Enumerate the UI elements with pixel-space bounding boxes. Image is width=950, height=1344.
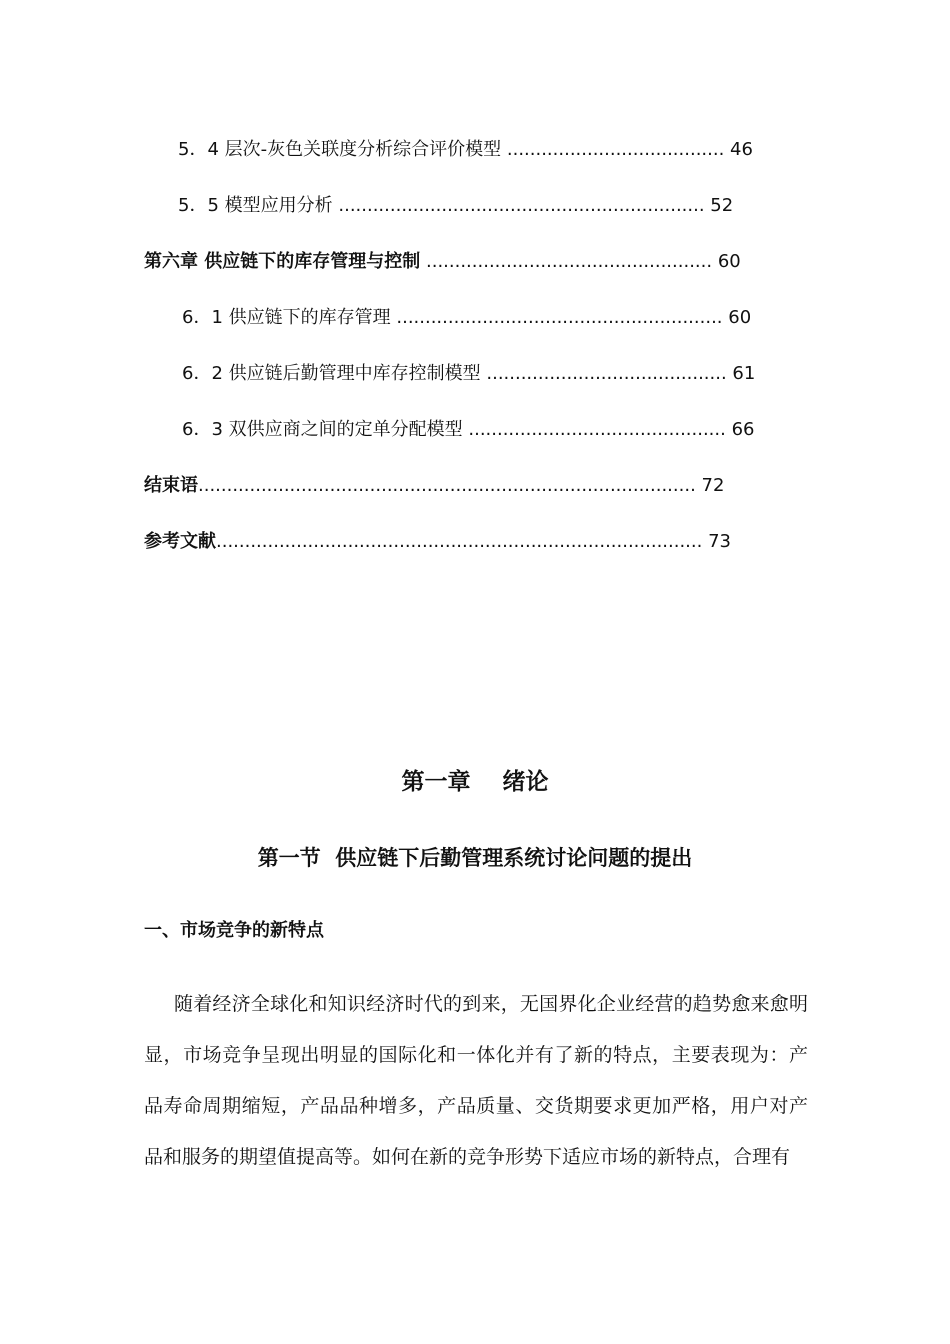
toc-number: 5．4 — [178, 139, 219, 160]
toc-page-number: 60 — [728, 307, 752, 328]
toc-entry-5-5 — [178, 195, 733, 217]
toc-leader-dots: ..................................................................................... — [216, 531, 703, 552]
toc-leader-dots: .................................................. — [426, 251, 713, 272]
toc-page-number: 61 — [732, 363, 756, 384]
toc-number: 6．2 — [182, 363, 223, 384]
toc-entry-6-1 — [182, 307, 751, 329]
toc-page-number: 46 — [730, 139, 753, 160]
toc-number: 6．1 — [182, 307, 223, 328]
toc-entry-references — [144, 531, 731, 553]
toc-number: 5．5 — [178, 195, 219, 216]
toc-leader-dots: ....................................................................................... — [198, 475, 696, 496]
toc-page-number: 66 — [731, 419, 755, 440]
section-title: 第一节 供应链下后勤管理系统讨论问题的提出 — [257, 846, 693, 870]
toc-leader-dots: ............................................. — [468, 419, 726, 440]
toc-leader-dots: .......................................... — [486, 363, 727, 384]
toc-number: 6．3 — [182, 419, 223, 440]
toc-title: 层次-灰色关联度分析综合评价模型 — [224, 139, 502, 160]
toc-entry-conclusion — [144, 475, 724, 497]
toc-title: 模型应用分析 — [224, 195, 333, 216]
toc-title: 供应链下的库存管理 — [228, 307, 391, 328]
body-paragraph: 随着经济全球化和知识经济时代的到来，无国界化企业经营的趋势愈来愈明显，市场竞争呈现出明显的国际化和一体化并有了新的特点，主要表现为：产品寿命周期缩短，产品品种增多，产品质量、交货期要求更加严格，用户对产品和服务的期望值提高等。如何在新的竞争形势下适应市场的新特点，合理有 — [144, 993, 808, 1168]
toc-entry-6-3 — [182, 419, 755, 441]
toc-entry-6-2 — [182, 363, 755, 385]
toc-title: 结束语 — [144, 475, 198, 496]
toc-leader-dots: ................................................................ — [338, 195, 705, 216]
chapter-title: 第一章 绪论 — [401, 769, 549, 795]
toc-title: 参考文献 — [144, 531, 216, 552]
toc-title: 第六章 供应链下的库存管理与控制 — [144, 251, 421, 272]
toc-page-number: 60 — [717, 251, 741, 272]
toc-title: 双供应商之间的定单分配模型 — [228, 419, 463, 440]
toc-entry-5-4 — [178, 139, 753, 161]
toc-leader-dots: ...................................... — [506, 139, 725, 160]
toc-title: 供应链后勤管理中库存控制模型 — [228, 363, 481, 384]
subsection-title: 一、市场竞争的新特点 — [144, 920, 324, 941]
toc-page-number: 72 — [701, 475, 725, 496]
toc-entry-chapter-6 — [144, 251, 741, 273]
toc-leader-dots: ......................................................... — [396, 307, 723, 328]
toc-page-number: 73 — [708, 531, 731, 552]
toc-page-number: 52 — [710, 195, 734, 216]
